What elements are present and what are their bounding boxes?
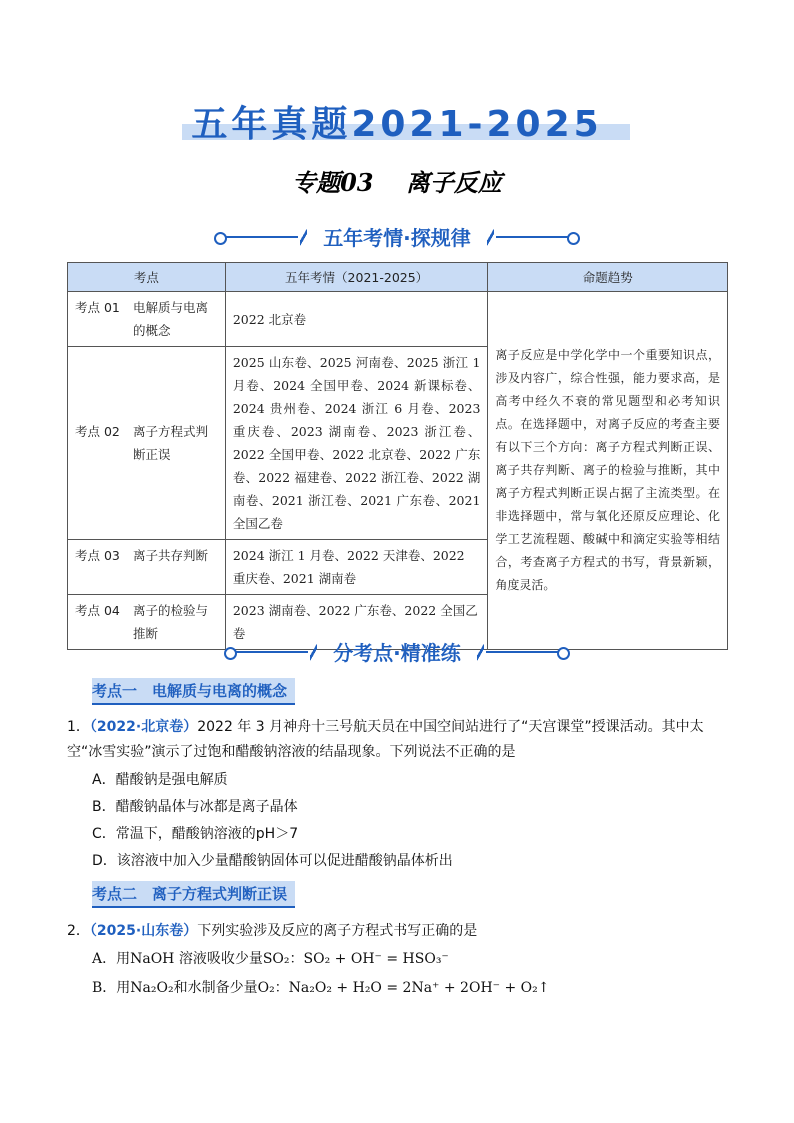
years-cell: 2025 山东卷、2025 河南卷、2025 浙江 1 月卷、2024 全国甲卷、2024 新课标卷、2024 贵州卷、2024 浙江 6 月卷、2023 重庆卷、2023 湖南卷、2023 浙江卷、2022 全国甲卷、2022 北京卷、2022 广东卷、2022 福建卷、2022 浙江卷、2022 湖南卷、2021 浙江卷、2021 广东卷、2021 全国乙卷 xyxy=(225,347,488,540)
years-cell: 2024 浙江 1 月卷、2022 天津卷、2022 重庆卷、2021 湖南卷 xyxy=(225,540,488,595)
section-heading-trends xyxy=(0,222,794,251)
topic-cell xyxy=(68,347,226,540)
question-text: 2022 年 3 月神舟十三号航天员在中国空间站进行了“天宫课堂”授课活动。其中太空“冰雪实验”演示了过饱和醋酸钠溶液的结晶现象。下列说法不正确的是 xyxy=(67,719,704,760)
table-header-row xyxy=(68,263,728,292)
exam-table xyxy=(67,262,728,650)
option-d: D．该溶液中加入少量醋酸钠固体可以促进醋酸钠晶体析出 xyxy=(92,853,453,869)
table-header-cell: 考点 xyxy=(68,263,226,292)
question-number: 2． xyxy=(67,923,90,939)
table-header-cell: 命题趋势 xyxy=(488,263,728,292)
topic-name: 离子的检验与推断 xyxy=(133,603,209,641)
slash-icon xyxy=(487,228,494,246)
section-title: 五年考情·探规律 xyxy=(323,226,471,250)
topic-number: 考点 03 xyxy=(75,548,120,563)
topic-heading-1: 考点一 电解质与电离的概念 xyxy=(92,678,295,705)
years-cell: 2023 湖南卷、2022 广东卷、2022 全国乙卷 xyxy=(225,595,488,650)
option-a: A．醋酸钠是强电解质 xyxy=(92,772,228,788)
sub-title: 专题03 离子反应 xyxy=(292,168,502,197)
topic-name: 电解质与电离的概念 xyxy=(133,300,209,338)
section-title: 分考点·精准练 xyxy=(333,641,461,665)
left-ornament-icon xyxy=(222,236,298,238)
right-ornament-icon xyxy=(486,651,562,653)
topic-name: 离子方程式判断正误 xyxy=(133,424,209,462)
main-title: 五年真题2021-2025 xyxy=(191,104,603,145)
question-number: 1． xyxy=(67,719,90,735)
topic-name: 离子共存判断 xyxy=(133,548,209,563)
topic-number: 考点 02 xyxy=(75,424,120,439)
option-c: C．常温下，醋酸钠溶液的pH＞7 xyxy=(92,826,299,842)
question-2 xyxy=(67,919,737,944)
topic-heading-2: 考点二 离子方程式判断正误 xyxy=(92,881,295,908)
option-b: B．醋酸钠晶体与冰都是离子晶体 xyxy=(92,799,298,815)
option-a: A．用NaOH 溶液吸收少量SO₂：SO₂ + OH⁻ = HSO₃⁻ xyxy=(92,951,449,967)
option-b: B．用Na₂O₂和水制备少量O₂：Na₂O₂ + H₂O = 2Na⁺ + 2OH⁻ + O₂↑ xyxy=(92,980,550,996)
slash-icon xyxy=(300,228,307,246)
topic-cell xyxy=(68,292,226,347)
table-row xyxy=(68,292,728,347)
years-cell: 2022 北京卷 xyxy=(225,292,488,347)
trend-cell: 离子反应是中学化学中一个重要知识点，涉及内容广，综合性强，能力要求高，是高考中经久不衰的常见题型和必考知识点。在选择题中，对离子反应的考查主要有以下三个方向：离子方程式判断正误、离子共存判断、离子的检验与推断，其中离子方程式判断正误占据了主流类型。在非选择题中，常与氧化还原反应理论、化学工艺流程题、酸碱中和滴定实验等相结合，考查离子方程式的书写，背景新颖，角度灵活。 xyxy=(488,292,728,650)
question-source: （2022·北京卷） xyxy=(89,719,198,735)
slash-icon xyxy=(477,643,484,661)
right-ornament-icon xyxy=(496,236,572,238)
question-text: 下列实验涉及反应的离子方程式书写正确的是 xyxy=(197,923,478,939)
topic-number: 考点 04 xyxy=(75,603,120,618)
table-header-cell: 五年考情（2021-2025） xyxy=(225,263,488,292)
question-source: （2025·山东卷） xyxy=(89,923,198,939)
topic-cell xyxy=(68,540,226,595)
question-1 xyxy=(67,715,737,765)
section-heading-practice xyxy=(0,637,794,666)
left-ornament-icon xyxy=(232,651,308,653)
topic-number: 考点 01 xyxy=(75,300,120,315)
slash-icon xyxy=(310,643,317,661)
